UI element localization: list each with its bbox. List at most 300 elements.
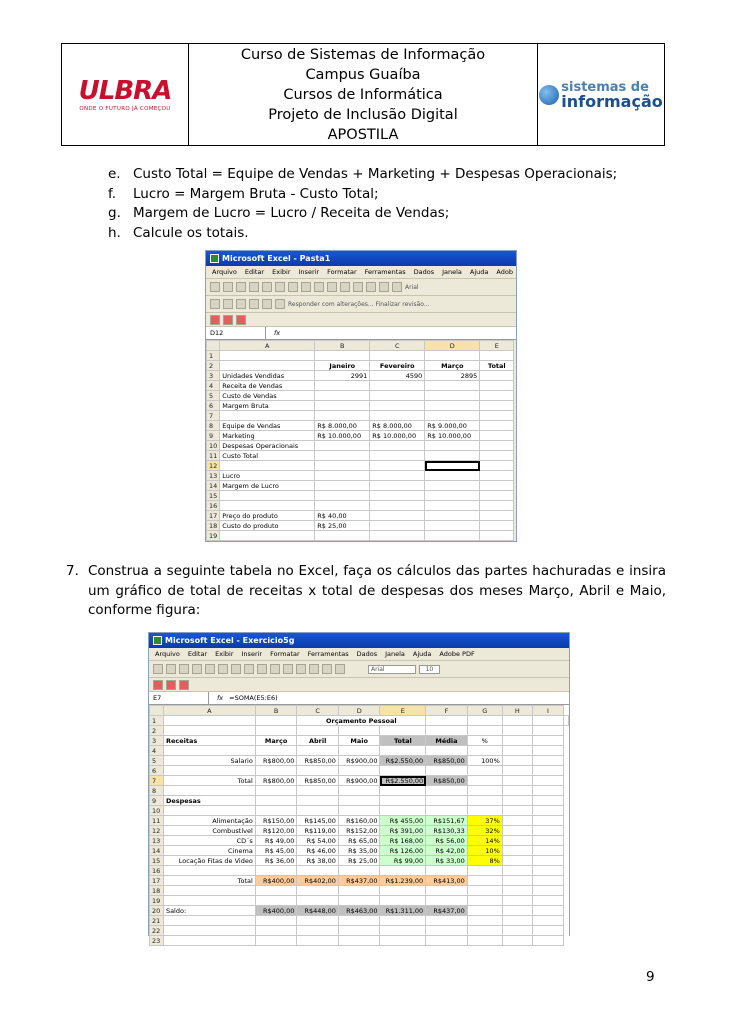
cell[interactable]: R$ 56,00 [426, 836, 468, 846]
cell[interactable]: Marketing [220, 431, 315, 441]
cell[interactable] [426, 936, 468, 946]
cell[interactable]: R$1.239,00 [380, 876, 426, 886]
cell[interactable] [370, 391, 425, 401]
cell[interactable] [338, 766, 380, 776]
cell[interactable] [297, 746, 339, 756]
cell[interactable]: 100% [467, 756, 502, 766]
cell[interactable] [370, 501, 425, 511]
cell[interactable] [502, 766, 532, 776]
cell[interactable] [255, 746, 297, 756]
row-header[interactable]: 2 [207, 361, 220, 371]
cell[interactable] [480, 471, 514, 481]
cell[interactable] [315, 451, 370, 461]
cell[interactable] [425, 381, 480, 391]
row-header[interactable]: 9 [207, 431, 220, 441]
cell[interactable] [480, 501, 514, 511]
column-header[interactable]: A [220, 341, 315, 351]
menu-item[interactable]: Formatar [327, 268, 357, 276]
cell[interactable]: Custo Total [220, 451, 315, 461]
cell[interactable]: Despesas [163, 796, 255, 806]
cell[interactable] [426, 896, 468, 906]
cell[interactable] [426, 796, 468, 806]
cell[interactable]: Orçamento Pessoal [297, 716, 426, 726]
cell[interactable] [220, 501, 315, 511]
cell[interactable]: R$ 35,00 [338, 846, 380, 856]
cell[interactable]: R$ 99,00 [380, 856, 426, 866]
cell[interactable] [338, 916, 380, 926]
pdf-icon[interactable] [153, 680, 163, 690]
cell[interactable] [532, 836, 563, 846]
cell[interactable] [163, 716, 255, 726]
cell[interactable]: R$850,00 [426, 756, 468, 766]
cell[interactable] [467, 716, 502, 726]
cell[interactable] [338, 786, 380, 796]
cell[interactable] [467, 726, 502, 736]
cell[interactable]: R$ 49,00 [255, 836, 297, 846]
cell[interactable] [467, 786, 502, 796]
cell[interactable] [532, 856, 563, 866]
cell[interactable]: Margem Bruta [220, 401, 315, 411]
cell[interactable] [532, 796, 563, 806]
cell[interactable] [480, 521, 514, 531]
cell[interactable] [426, 866, 468, 876]
cell[interactable] [220, 491, 315, 501]
cell[interactable]: Despesas Operacionais [220, 441, 315, 451]
cell[interactable]: R$130,33 [426, 826, 468, 836]
preview-icon[interactable] [205, 664, 215, 674]
cell[interactable] [220, 531, 315, 541]
column-header[interactable]: C [370, 341, 425, 351]
cell[interactable] [502, 886, 532, 896]
cell[interactable]: R$850,00 [297, 756, 339, 766]
row-header[interactable]: 2 [150, 726, 164, 736]
cell[interactable] [370, 511, 425, 521]
row-header[interactable]: 4 [207, 381, 220, 391]
hyperlink-icon[interactable] [283, 664, 293, 674]
font-select[interactable]: Arial [405, 283, 419, 291]
cell[interactable] [467, 916, 502, 926]
cell[interactable] [480, 381, 514, 391]
column-header[interactable]: D [425, 341, 480, 351]
cell[interactable] [532, 886, 563, 896]
cell[interactable] [370, 471, 425, 481]
cell[interactable]: R$463,00 [338, 906, 380, 916]
cell[interactable] [425, 521, 480, 531]
cell[interactable]: Saldo: [163, 906, 255, 916]
cell[interactable] [297, 926, 339, 936]
cell[interactable] [532, 906, 563, 916]
sort-icon[interactable] [366, 282, 376, 292]
cell[interactable] [467, 766, 502, 776]
undo-icon[interactable] [270, 664, 280, 674]
cell[interactable]: R$150,00 [255, 816, 297, 826]
cell[interactable]: 8% [467, 856, 502, 866]
menu-item[interactable]: Ferramentas [364, 268, 406, 276]
cell[interactable] [532, 896, 563, 906]
cell[interactable]: CD´s [163, 836, 255, 846]
cell[interactable]: 10% [467, 846, 502, 856]
menu-item[interactable]: Arquivo [212, 268, 237, 276]
cell[interactable] [255, 916, 297, 926]
cell[interactable] [163, 916, 255, 926]
cell[interactable] [163, 746, 255, 756]
menu-item[interactable]: Ferramentas [307, 650, 349, 658]
cell[interactable] [425, 511, 480, 521]
cell[interactable] [297, 886, 339, 896]
cell[interactable]: Equipe de Vendas [220, 421, 315, 431]
cell[interactable] [370, 401, 425, 411]
menu-item[interactable]: Dados [356, 650, 378, 658]
cell[interactable] [480, 531, 514, 541]
help-icon[interactable] [335, 664, 345, 674]
cell[interactable] [380, 806, 426, 816]
row-header[interactable]: 14 [207, 481, 220, 491]
row-header[interactable]: 7 [207, 411, 220, 421]
cell[interactable]: R$160,00 [338, 816, 380, 826]
cell[interactable] [425, 501, 480, 511]
cell[interactable] [380, 866, 426, 876]
cell[interactable] [467, 866, 502, 876]
cell[interactable]: R$ 40,00 [315, 511, 370, 521]
cell[interactable] [315, 411, 370, 421]
paste-icon[interactable] [257, 664, 267, 674]
cell[interactable] [502, 856, 532, 866]
cell[interactable] [220, 461, 315, 471]
cell[interactable]: R$2.550,00 [380, 776, 426, 786]
open-icon[interactable] [223, 282, 233, 292]
column-header[interactable]: B [255, 706, 297, 716]
cell[interactable] [480, 481, 514, 491]
cell[interactable] [532, 816, 563, 826]
cell[interactable]: Maio [338, 736, 380, 746]
cell[interactable] [380, 896, 426, 906]
cell[interactable] [467, 746, 502, 756]
cell[interactable] [532, 806, 563, 816]
cell[interactable] [370, 491, 425, 501]
cell[interactable] [220, 411, 315, 421]
menu-item[interactable]: Exibir [215, 650, 234, 658]
cell[interactable] [480, 351, 514, 361]
cell[interactable]: R$400,00 [255, 906, 297, 916]
cell[interactable] [425, 461, 480, 471]
cell[interactable] [425, 401, 480, 411]
autosum-icon[interactable] [353, 282, 363, 292]
cell[interactable] [297, 806, 339, 816]
cell[interactable]: Unidades Vendidas [220, 371, 315, 381]
cell[interactable] [370, 351, 425, 361]
cell[interactable] [380, 936, 426, 946]
cell[interactable] [426, 916, 468, 926]
spell-icon[interactable] [218, 664, 228, 674]
cell[interactable] [220, 361, 315, 371]
cell[interactable] [426, 716, 468, 726]
cell[interactable]: R$151,67 [426, 816, 468, 826]
cell[interactable]: R$ 33,00 [426, 856, 468, 866]
cut-icon[interactable] [231, 664, 241, 674]
column-header[interactable]: B [315, 341, 370, 351]
row-header[interactable]: 17 [207, 511, 220, 521]
cell[interactable] [532, 716, 563, 726]
row-header[interactable]: 7 [150, 776, 164, 786]
name-box[interactable]: E7 [149, 692, 209, 704]
cell[interactable]: R$413,00 [426, 876, 468, 886]
row-header[interactable]: 11 [207, 451, 220, 461]
pdf-icon[interactable] [179, 680, 189, 690]
cell[interactable] [502, 736, 532, 746]
cell[interactable]: Receitas [163, 736, 255, 746]
cell[interactable] [502, 876, 532, 886]
row-header[interactable]: 16 [207, 501, 220, 511]
row-header[interactable]: 23 [150, 936, 164, 946]
cell[interactable]: R$402,00 [297, 876, 339, 886]
cell[interactable] [163, 766, 255, 776]
cell[interactable] [297, 866, 339, 876]
cell[interactable]: % [467, 736, 502, 746]
open-icon[interactable] [166, 664, 176, 674]
cell[interactable] [502, 796, 532, 806]
cell[interactable] [370, 521, 425, 531]
cell[interactable] [315, 531, 370, 541]
menu-item[interactable]: Ajuda [469, 268, 489, 276]
cell[interactable] [338, 746, 380, 756]
cell[interactable] [502, 776, 532, 786]
cell[interactable] [338, 866, 380, 876]
review-icon[interactable] [249, 299, 259, 309]
cell[interactable]: Receita de Vendas [220, 381, 315, 391]
menu-item[interactable]: Janela [385, 650, 405, 658]
cell[interactable] [425, 451, 480, 461]
pdf-icon[interactable] [223, 315, 233, 325]
cell[interactable] [426, 766, 468, 776]
cell[interactable] [480, 431, 514, 441]
menu-item[interactable]: Janela [442, 268, 462, 276]
row-header[interactable]: 8 [150, 786, 164, 796]
cell[interactable] [380, 926, 426, 936]
cell[interactable] [532, 746, 563, 756]
cell[interactable] [163, 886, 255, 896]
row-header[interactable]: 19 [207, 531, 220, 541]
cell[interactable]: Total [163, 776, 255, 786]
cell[interactable] [467, 876, 502, 886]
cell[interactable]: R$120,00 [255, 826, 297, 836]
save-icon[interactable] [236, 282, 246, 292]
row-header[interactable]: 13 [150, 836, 164, 846]
column-header[interactable]: F [426, 706, 468, 716]
menu-item[interactable]: Adobe PDF [439, 650, 475, 658]
cell[interactable] [255, 886, 297, 896]
cell[interactable]: R$400,00 [255, 876, 297, 886]
cell[interactable] [532, 736, 563, 746]
save-icon[interactable] [179, 664, 189, 674]
cell[interactable]: R$800,00 [255, 756, 297, 766]
row-header[interactable]: 3 [207, 371, 220, 381]
cell[interactable] [502, 846, 532, 856]
cell[interactable]: Total [380, 736, 426, 746]
cell[interactable]: R$900,00 [338, 756, 380, 766]
cell[interactable]: Preço do produto [220, 511, 315, 521]
cell[interactable] [380, 786, 426, 796]
column-header[interactable]: H [502, 706, 532, 716]
font-select[interactable]: Arial [368, 665, 416, 674]
cell[interactable] [255, 936, 297, 946]
spell-icon[interactable] [275, 282, 285, 292]
review-icon[interactable] [262, 299, 272, 309]
cell[interactable]: R$ 42,00 [426, 846, 468, 856]
cell[interactable] [220, 351, 315, 361]
cell[interactable] [315, 401, 370, 411]
row-header[interactable]: 15 [207, 491, 220, 501]
column-header[interactable]: I [532, 706, 563, 716]
cell[interactable]: R$437,00 [426, 906, 468, 916]
cell[interactable] [502, 906, 532, 916]
cell[interactable] [255, 866, 297, 876]
cell[interactable] [297, 896, 339, 906]
cell[interactable] [370, 461, 425, 471]
row-header[interactable]: 21 [150, 916, 164, 926]
cell[interactable] [467, 926, 502, 936]
cell[interactable] [255, 716, 297, 726]
cell[interactable] [532, 846, 563, 856]
cell[interactable]: R$ 25,00 [315, 521, 370, 531]
cell[interactable]: 2895 [425, 371, 480, 381]
pdf-icon[interactable] [210, 315, 220, 325]
cell[interactable] [425, 481, 480, 491]
autosum-icon[interactable] [296, 664, 306, 674]
row-header[interactable]: 8 [207, 421, 220, 431]
cell[interactable]: R$ 168,00 [380, 836, 426, 846]
cell[interactable] [502, 926, 532, 936]
cell[interactable]: R$ 25,00 [338, 856, 380, 866]
cell[interactable] [532, 726, 563, 736]
cell[interactable]: Custo do produto [220, 521, 315, 531]
corner-cell[interactable] [207, 341, 220, 351]
preview-icon[interactable] [262, 282, 272, 292]
chart-icon[interactable] [379, 282, 389, 292]
cell[interactable] [532, 866, 563, 876]
cell[interactable]: Custo de Vendas [220, 391, 315, 401]
cell[interactable] [467, 796, 502, 806]
cell[interactable]: R$2.550,00 [380, 756, 426, 766]
row-header[interactable]: 1 [207, 351, 220, 361]
menu-item[interactable]: Arquivo [155, 650, 180, 658]
cell[interactable] [480, 371, 514, 381]
menu-item[interactable]: Adob [496, 268, 513, 276]
row-header[interactable]: 1 [150, 716, 164, 726]
cell[interactable] [502, 816, 532, 826]
cell[interactable] [338, 726, 380, 736]
cell[interactable]: R$145,00 [297, 816, 339, 826]
cell[interactable] [370, 381, 425, 391]
cell[interactable]: R$ 10.000,00 [315, 431, 370, 441]
row-header[interactable]: 18 [207, 521, 220, 531]
cell[interactable] [564, 716, 569, 726]
row-header[interactable]: 3 [150, 736, 164, 746]
cell[interactable] [297, 766, 339, 776]
cell[interactable] [426, 806, 468, 816]
cell[interactable] [502, 716, 532, 726]
column-header[interactable]: G [467, 706, 502, 716]
fx-icon[interactable]: fx [217, 694, 224, 702]
copy-icon[interactable] [301, 282, 311, 292]
cell[interactable]: R$ 45,00 [255, 846, 297, 856]
cell[interactable] [467, 906, 502, 916]
cell[interactable] [163, 926, 255, 936]
cell[interactable] [255, 896, 297, 906]
cell[interactable] [370, 531, 425, 541]
row-header[interactable]: 18 [150, 886, 164, 896]
cell[interactable] [532, 786, 563, 796]
cell[interactable]: R$ 10.000,00 [370, 431, 425, 441]
cell[interactable] [370, 441, 425, 451]
row-header[interactable]: 20 [150, 906, 164, 916]
cell[interactable]: R$ 36,00 [255, 856, 297, 866]
cell[interactable] [338, 936, 380, 946]
cell[interactable]: Total [480, 361, 514, 371]
row-header[interactable]: 15 [150, 856, 164, 866]
cell[interactable] [297, 796, 339, 806]
cell[interactable] [163, 786, 255, 796]
cell[interactable] [255, 806, 297, 816]
cell[interactable]: Alimentação [163, 816, 255, 826]
cell[interactable] [467, 886, 502, 896]
cell[interactable]: Lucro [220, 471, 315, 481]
row-header[interactable]: 4 [150, 746, 164, 756]
chart-icon[interactable] [322, 664, 332, 674]
cell[interactable] [425, 411, 480, 421]
row-header[interactable]: 13 [207, 471, 220, 481]
row-header[interactable]: 22 [150, 926, 164, 936]
font-size-select[interactable]: 10 [419, 665, 441, 674]
column-header[interactable]: D [338, 706, 380, 716]
cell[interactable] [315, 351, 370, 361]
cell[interactable]: R$ 455,00 [380, 816, 426, 826]
cell[interactable]: R$ 391,00 [380, 826, 426, 836]
column-header[interactable]: E [380, 706, 426, 716]
cell[interactable] [255, 926, 297, 936]
cell[interactable]: Locação Fitas de Video [163, 856, 255, 866]
row-header[interactable]: 12 [207, 461, 220, 471]
cell[interactable] [315, 491, 370, 501]
cell[interactable] [532, 776, 563, 786]
cell[interactable]: Margem de Lucro [220, 481, 315, 491]
row-header[interactable]: 6 [207, 401, 220, 411]
cell[interactable] [480, 391, 514, 401]
cell[interactable] [338, 886, 380, 896]
cell[interactable] [480, 411, 514, 421]
cell[interactable] [502, 726, 532, 736]
row-header[interactable]: 17 [150, 876, 164, 886]
fx-icon[interactable]: fx [274, 329, 281, 337]
cell[interactable] [380, 726, 426, 736]
row-header[interactable]: 5 [207, 391, 220, 401]
cell[interactable] [315, 471, 370, 481]
review-icon[interactable] [275, 299, 285, 309]
cell[interactable] [425, 441, 480, 451]
row-header[interactable]: 16 [150, 866, 164, 876]
cell[interactable]: Março [255, 736, 297, 746]
cell[interactable]: 14% [467, 836, 502, 846]
cell[interactable] [502, 866, 532, 876]
cell[interactable] [255, 786, 297, 796]
cell[interactable] [480, 401, 514, 411]
help-icon[interactable] [392, 282, 402, 292]
review-icon[interactable] [236, 299, 246, 309]
paste-icon[interactable] [314, 282, 324, 292]
cell[interactable] [532, 926, 563, 936]
cell[interactable]: R$900,00 [338, 776, 380, 786]
menu-item[interactable]: Ajuda [412, 650, 432, 658]
cell[interactable]: R$850,00 [297, 776, 339, 786]
